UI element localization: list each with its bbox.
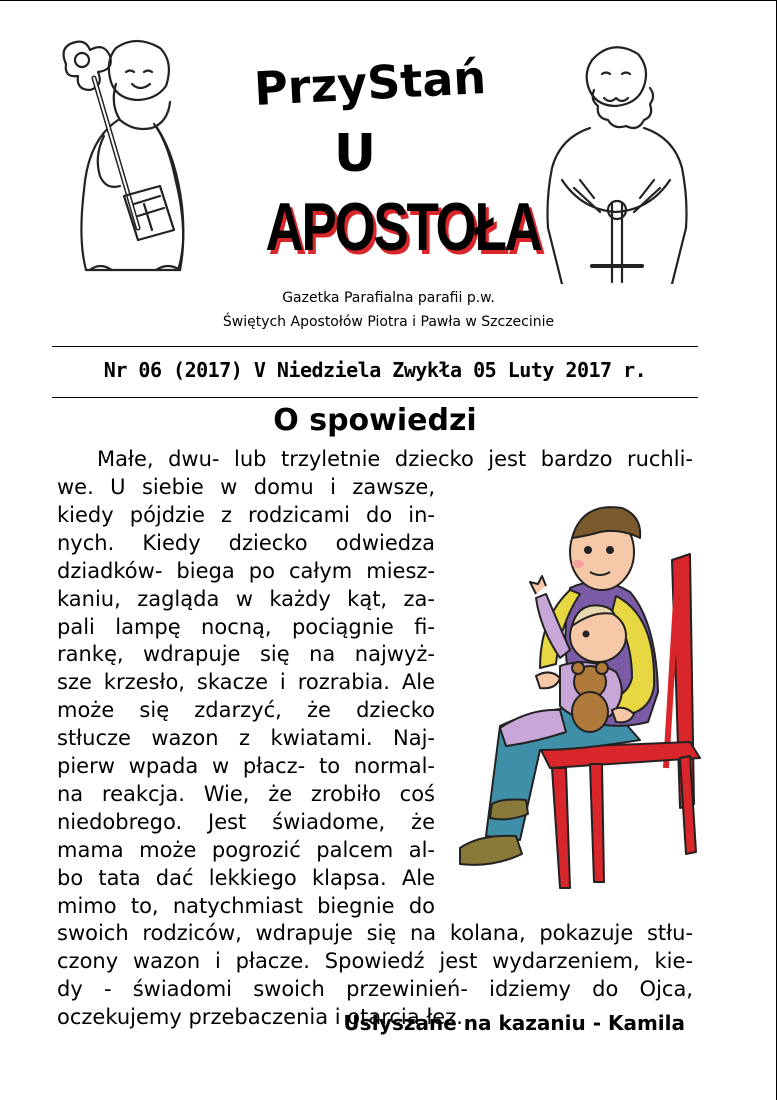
article-line: swoich rodziców, wdrapuje się na kolana, pokazuje stłu- (57, 921, 693, 945)
article-paragraph-narrow (57, 474, 435, 921)
article-line: pali lampę nocną, pociągnie fi- (57, 614, 435, 639)
masthead-title-word: PrzyStań (252, 49, 488, 117)
article-line: we. U siebie w domu i zawsze, (57, 475, 435, 499)
saint-paul-drawing (540, 40, 695, 284)
article-line: sze krzesło, skacze i rozrabia. Ale (57, 670, 435, 695)
article-line: bo tata dać lekkiego klapsa. Ale (57, 865, 435, 890)
article-line: kiedy pójdzie z rodzicami do in- (57, 502, 435, 527)
article-paragraph-top (57, 446, 693, 474)
article-line: na reakcja. Wie, że zrobiło coś (57, 781, 435, 806)
issue-line: Nr 06 (2017) V Niedziela Zwykła 05 Luty 2017 r. (103, 358, 647, 382)
article-line: dziadków- biega po całym miesz- (57, 558, 435, 583)
saint-peter-drawing (56, 36, 206, 282)
divider-top (52, 346, 698, 347)
article-line: czony wazon i płacze. Spowiedź jest wydarzeniem, kie- (57, 948, 693, 973)
divider-bottom (52, 397, 698, 398)
masthead-subtitle-line2: Świętych Apostołów Piotra i Pawła w Szczecinie (222, 314, 555, 330)
article-line: nych. Kiedy dziecko odwiedza (57, 530, 435, 555)
top-border (0, 0, 777, 1)
masthead-subtitle-line1: Gazetka Parafialna parafii p.w. (282, 290, 495, 306)
father-child-illustration (440, 498, 702, 898)
article-line: pierw wpada w płacz- to normal- (57, 754, 435, 779)
article-line: niedobrego. Jest świadome, że (57, 809, 435, 834)
masthead-title-apostola: APOSTOŁA (265, 189, 541, 265)
article-line: Małe, dwu- lub trzyletnie dziecko jest bardzo ruchli- (97, 447, 693, 471)
article-line: stłucze wazon z kwiatami. Naj- (57, 726, 435, 751)
article-line: może się zdarzyć, że dziecko (57, 698, 435, 723)
article-line: oczekujemy przebaczenia i otarcia łez. (57, 1004, 463, 1029)
masthead-title (220, 49, 520, 126)
article-line: mimo to, natychmiast biegnie do (57, 893, 435, 918)
article-line: kaniu, zagląda w każdy kąt, za- (57, 586, 435, 611)
article-line: dy - świadomi swoich przewinień- idziemy do Ojca, (57, 976, 693, 1001)
article-title: O spowiedzi (273, 403, 477, 438)
article-line: rankę, wdrapuje się na najwyż- (57, 642, 435, 667)
masthead-title-u: U (333, 124, 377, 184)
article-line: mama może pogrozić palcem al- (57, 837, 435, 862)
article-signature: Usłyszane na kazaniu - Kamila (343, 1011, 685, 1035)
